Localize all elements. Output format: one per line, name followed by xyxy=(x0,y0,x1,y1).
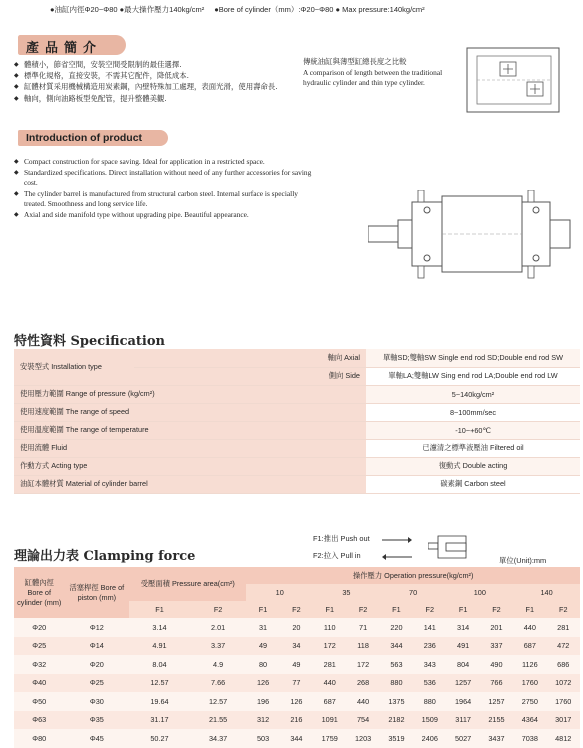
table-cell: 1257 xyxy=(480,692,513,711)
spec-install-label: 安裝型式 Installation type xyxy=(14,349,134,385)
table-cell: 126 xyxy=(280,692,313,711)
spec-row xyxy=(14,457,580,475)
table-cell: 34.37 xyxy=(190,729,247,748)
spec-row xyxy=(14,385,580,403)
f1-label: F1 xyxy=(313,601,346,618)
force-header-row xyxy=(14,567,580,584)
spec-row-value: 5~140kg/cm² xyxy=(366,385,580,403)
table-cell: 4364 xyxy=(513,711,546,730)
table-cell: 172 xyxy=(313,637,346,656)
spec-row-value: 復動式 Double acting xyxy=(366,457,580,475)
table-cell: 536 xyxy=(413,674,446,693)
pressure-value: 140 xyxy=(513,584,580,601)
table-cell: 2406 xyxy=(413,729,446,748)
table-cell: Φ32 xyxy=(14,655,65,674)
table-row xyxy=(14,692,580,711)
push-out-label: F1:推出 Push out xyxy=(313,534,370,543)
table-cell: 21.55 xyxy=(190,711,247,730)
table-row xyxy=(14,674,580,693)
pressure-value: 100 xyxy=(446,584,513,601)
spec-side-value: 單軸LA;雙軸LW Sing end rod LA;Double end rod LW xyxy=(366,367,580,385)
table-cell: 440 xyxy=(346,692,379,711)
table-cell: 34 xyxy=(280,637,313,656)
table-cell: 172 xyxy=(346,655,379,674)
f1-label: F1 xyxy=(246,601,279,618)
table-row xyxy=(14,711,580,730)
table-cell: 337 xyxy=(480,637,513,656)
spec-row-label: 作動方式 Acting type xyxy=(14,457,366,475)
spec-row-label: 使用溫度範圍 The range of temperature xyxy=(14,421,366,439)
table-cell: 110 xyxy=(313,618,346,637)
table-cell: 3117 xyxy=(446,711,479,730)
table-cell: 472 xyxy=(546,637,580,656)
comparison-cn: 傳統油缸與薄型缸總長度之比較 xyxy=(303,57,407,66)
table-cell: Φ14 xyxy=(65,637,130,656)
table-cell: 19.64 xyxy=(129,692,190,711)
spec-row-value: 碳素鋼 Carbon steel xyxy=(366,475,580,493)
intro-en-item: ◆ Standardized specifications. Direct installation without need of any further accessories for saving cost. xyxy=(14,168,314,189)
table-cell: 1760 xyxy=(546,692,580,711)
spec-row-value: 8~100mm/sec xyxy=(366,403,580,421)
table-cell: 3.14 xyxy=(129,618,190,637)
table-cell: 236 xyxy=(413,637,446,656)
table-cell: 3437 xyxy=(480,729,513,748)
table-cell: 3017 xyxy=(546,711,580,730)
table-cell: 50.27 xyxy=(129,729,190,748)
intro-en-item: ◆ The cylinder barrel is manufactured from structural carbon steel. Internal surface is specially treated. Smoothness and long service life. xyxy=(14,189,314,210)
intro-cn-item: ◆ 標準化規格，直接安裝，不需其它配件，降低成本. xyxy=(14,70,304,81)
table-row xyxy=(14,618,580,637)
table-cell: 201 xyxy=(480,618,513,637)
table-cell: Φ20 xyxy=(14,618,65,637)
table-cell: 1257 xyxy=(446,674,479,693)
clamping-title: 理論出力表 Clamping force xyxy=(14,549,196,564)
pressure-value: 70 xyxy=(380,584,447,601)
table-cell: 1091 xyxy=(313,711,346,730)
intro-cn-title: 產品簡介 xyxy=(18,35,126,55)
header-cn-range: ●油缸内徑Φ20~Φ80 ●最大操作壓力140kg/cm² xyxy=(50,5,205,14)
table-row xyxy=(14,637,580,656)
table-cell: Φ80 xyxy=(14,729,65,748)
clamping-force-table xyxy=(14,567,580,748)
f2-label: F2 xyxy=(480,601,513,618)
table-cell: 2750 xyxy=(513,692,546,711)
table-cell: 2182 xyxy=(380,711,413,730)
pull-in-label: F2:拉入 Pull in xyxy=(313,551,361,560)
f2-label: F2 xyxy=(546,601,580,618)
table-cell: 503 xyxy=(246,729,279,748)
table-cell: Φ20 xyxy=(65,655,130,674)
table-cell: 141 xyxy=(413,618,446,637)
table-cell: 687 xyxy=(513,637,546,656)
intro-cn-list xyxy=(14,59,304,104)
f1-label: F1 xyxy=(446,601,479,618)
col-pressure-header: 操作壓力 Operation pressure(kg/cm²) xyxy=(246,567,580,584)
spec-row xyxy=(14,421,580,439)
table-cell: 4.9 xyxy=(190,655,247,674)
table-cell: 491 xyxy=(446,637,479,656)
table-cell: 196 xyxy=(246,692,279,711)
intro-en-item: ◆ Axial and side manifold type without upgrading pipe. Beautiful appearance. xyxy=(14,210,314,221)
intro-cn-item: ◆ 缸體材質采用機械構造用炭素鋼，內壁特殊加工處理，表面光滑，使用壽命長. xyxy=(14,81,304,92)
table-cell: 1126 xyxy=(513,655,546,674)
table-cell: 804 xyxy=(446,655,479,674)
table-cell: 880 xyxy=(413,692,446,711)
table-cell: Φ40 xyxy=(14,674,65,693)
table-cell: 1203 xyxy=(346,729,379,748)
table-cell: 12.57 xyxy=(190,692,247,711)
table-cell: 281 xyxy=(313,655,346,674)
table-cell: 3519 xyxy=(380,729,413,748)
spec-row-label: 使用速度範圍 The range of speed xyxy=(14,403,366,421)
table-cell: Φ50 xyxy=(14,692,65,711)
f1-label: F1 xyxy=(380,601,413,618)
table-cell: Φ30 xyxy=(65,692,130,711)
intro-cn-item: ◆ 軸向，側向油路板型免配管，提升整體美觀. xyxy=(14,93,304,104)
table-cell: 220 xyxy=(380,618,413,637)
comparison-en: A comparison of length between the traditional hydraulic cylinder and thin type cylinder. xyxy=(303,67,443,87)
spec-title: 特性資料 Specification xyxy=(14,334,165,349)
table-cell: 7038 xyxy=(513,729,546,748)
table-cell: 687 xyxy=(313,692,346,711)
spec-table xyxy=(14,349,580,494)
table-cell: 4812 xyxy=(546,729,580,748)
table-cell: 1072 xyxy=(546,674,580,693)
spec-row-label: 使用壓力範圍 Range of pressure (kg/cm²) xyxy=(14,385,366,403)
table-cell: 281 xyxy=(546,618,580,637)
f2-label: F2 xyxy=(413,601,446,618)
table-cell: 3.37 xyxy=(190,637,247,656)
table-row xyxy=(14,729,580,748)
table-cell: 20 xyxy=(280,618,313,637)
f1-label: F1 xyxy=(129,601,190,618)
f2-label: F2 xyxy=(280,601,313,618)
table-cell: 49 xyxy=(246,637,279,656)
col-area-header: 受壓面積 Pressure area(cm²) xyxy=(129,567,246,601)
table-cell: 880 xyxy=(380,674,413,693)
table-cell: 4.91 xyxy=(129,637,190,656)
table-cell: 343 xyxy=(413,655,446,674)
table-cell: 31 xyxy=(246,618,279,637)
table-cell: 344 xyxy=(280,729,313,748)
col-piston-header: 活塞桿徑 Bore of piston (mm) xyxy=(65,567,130,618)
table-cell: 216 xyxy=(280,711,313,730)
table-cell: 2155 xyxy=(480,711,513,730)
table-cell: 118 xyxy=(346,637,379,656)
pressure-value: 10 xyxy=(246,584,313,601)
table-cell: 1375 xyxy=(380,692,413,711)
table-cell: 12.57 xyxy=(129,674,190,693)
table-cell: Φ25 xyxy=(14,637,65,656)
table-cell: Φ12 xyxy=(65,618,130,637)
spec-row-value: -10~+60℃ xyxy=(366,421,580,439)
table-cell: Φ45 xyxy=(65,729,130,748)
table-cell: 686 xyxy=(546,655,580,674)
table-cell: Φ35 xyxy=(65,711,130,730)
spec-side-label: 側向 Side xyxy=(134,367,366,385)
spec-row xyxy=(14,475,580,493)
table-cell: 77 xyxy=(280,674,313,693)
table-cell: Φ25 xyxy=(65,674,130,693)
comparison-caption xyxy=(303,57,463,89)
table-row xyxy=(14,655,580,674)
table-cell: 314 xyxy=(446,618,479,637)
unit-label: 單位(Unit):mm xyxy=(499,556,547,565)
table-cell: 71 xyxy=(346,618,379,637)
table-cell: 1760 xyxy=(513,674,546,693)
thin-cylinder-illustration xyxy=(465,42,565,122)
pull-arrow-icon xyxy=(382,554,412,560)
table-cell: 312 xyxy=(246,711,279,730)
spec-axial-value: 單軸SD;雙軸SW Single end rod SD;Double end rod SW xyxy=(366,349,580,367)
table-cell: 1509 xyxy=(413,711,446,730)
table-cell: 490 xyxy=(480,655,513,674)
table-cell: 754 xyxy=(346,711,379,730)
table-cell: Φ63 xyxy=(14,711,65,730)
table-cell: 440 xyxy=(513,618,546,637)
f2-label: F2 xyxy=(346,601,379,618)
spec-row-label: 使用流體 Fluid xyxy=(14,439,366,457)
pressure-value: 35 xyxy=(313,584,380,601)
intro-cn-item: ◆ 體積小，節省空間，安裝空間受限制的最佳選擇. xyxy=(14,59,304,70)
f1-label: F1 xyxy=(513,601,546,618)
table-cell: 80 xyxy=(246,655,279,674)
table-cell: 268 xyxy=(346,674,379,693)
intro-en-title: Introduction of product xyxy=(18,130,168,146)
force-table-body xyxy=(14,618,580,748)
spec-row xyxy=(14,403,580,421)
table-cell: 49 xyxy=(280,655,313,674)
push-arrow-icon xyxy=(382,537,412,543)
table-cell: 126 xyxy=(246,674,279,693)
table-cell: 7.66 xyxy=(190,674,247,693)
table-cell: 2.01 xyxy=(190,618,247,637)
table-cell: 1964 xyxy=(446,692,479,711)
table-cell: 1759 xyxy=(313,729,346,748)
table-cell: 8.04 xyxy=(129,655,190,674)
spec-row-value: 已濾清之標準液壓油 Filtered oil xyxy=(366,439,580,457)
spec-row-axial xyxy=(14,349,580,367)
cylinder-mini-icon xyxy=(428,534,468,560)
table-cell: 563 xyxy=(380,655,413,674)
table-cell: 31.17 xyxy=(129,711,190,730)
header-range-line xyxy=(50,4,570,16)
table-cell: 766 xyxy=(480,674,513,693)
table-cell: 5027 xyxy=(446,729,479,748)
spec-row xyxy=(14,439,580,457)
header-en-range: ●Bore of cylinder（mm）:Φ20~Φ80 ● Max pressure:140kg/cm² xyxy=(214,5,425,14)
traditional-cylinder-illustration xyxy=(368,190,578,280)
table-cell: 440 xyxy=(313,674,346,693)
table-cell: 344 xyxy=(380,637,413,656)
f2-label: F2 xyxy=(190,601,247,618)
spec-row-label: 油缸本體材質 Material of cylinder barrel xyxy=(14,475,366,493)
intro-en-list xyxy=(14,157,314,221)
col-bore-header: 缸體內徑 Bore of cylinder (mm) xyxy=(14,567,65,618)
intro-en-item: ◆ Compact construction for space saving. Ideal for application in a restricted space. xyxy=(14,157,314,168)
spec-axial-label: 軸向 Axial xyxy=(134,349,366,367)
